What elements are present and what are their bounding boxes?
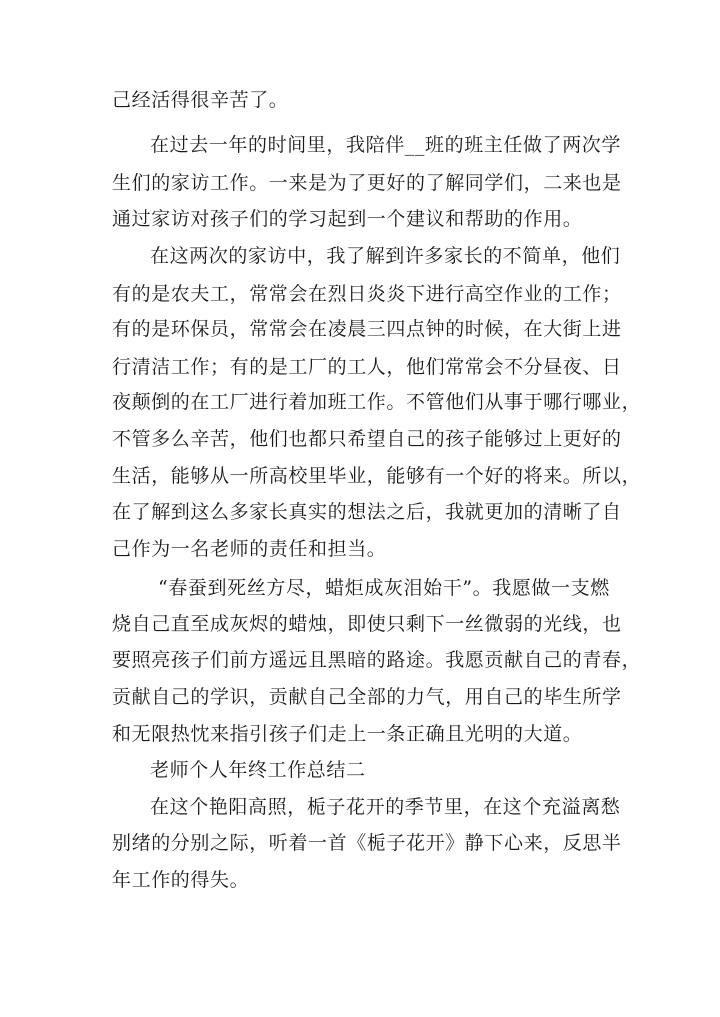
text-line-11: 生活，能够从一所高校里毕业，能够有一个好的将来。所以， xyxy=(112,465,642,487)
text-line-7: 有的是环保员，常常会在凌晨三四点钟的时候，在大街上进 xyxy=(112,318,622,340)
text-line-22: 年工作的得失。 xyxy=(112,869,250,891)
text-line-18: 和无限热忱来指引孩子们走上一条正确且光明的大道。 xyxy=(112,723,583,745)
text-line-1: 己经活得很辛苦了。 xyxy=(112,89,289,111)
text-line-4: 通过家访对孩子们的学习起到一个建议和帮助的作用。 xyxy=(112,208,583,230)
section-heading: 老师个人年终工作总结二 xyxy=(150,759,366,781)
text-line-2: 在过去一年的时间里，我陪伴__班的班主任做了两次学 xyxy=(150,134,622,156)
text-line-10: 不管多么辛苦，他们也都只希望自己的孩子能够过上更好的 xyxy=(112,428,622,450)
text-line-16: 要照亮孩子们前方遥远且黑暗的路途。我愿贡献自己的青春， xyxy=(112,649,642,671)
text-line-15: 烧自己直至成灰烬的蜡烛，即使只剩下一丝微弱的光线，也 xyxy=(112,613,622,635)
text-line-3: 生们的家访工作。一来是为了更好的了解同学们，二来也是 xyxy=(112,172,622,194)
text-line-8: 行清洁工作；有的是工厂的工人，他们常常会不分昼夜、日 xyxy=(112,356,622,378)
text-line-9: 夜颠倒的在工厂进行着加班工作。不管他们从事于哪行哪业， xyxy=(112,391,642,413)
text-line-6: 有的是农夫工，常常会在烈日炎炎下进行高空作业的工作； xyxy=(112,283,622,305)
text-line-13: 己作为一名老师的责任和担当。 xyxy=(112,538,387,560)
text-line-5: 在这两次的家访中，我了解到许多家长的不简单，他们 xyxy=(150,245,621,267)
text-line-12: 在了解到这么多家长真实的想法之后，我就更加的清晰了自 xyxy=(112,501,622,523)
text-line-21: 别绪的分别之际，听着一首《栀子花开》静下心来，反思半 xyxy=(112,832,622,854)
text-line-20: 在这个艳阳高照，栀子花开的季节里，在这个充溢离愁 xyxy=(150,796,621,818)
text-line-14: “春蚕到死丝方尽，蜡炬成灰泪始干”。我愿做一支燃 xyxy=(158,577,610,599)
text-line-17: 贡献自己的学识，贡献自己全部的力气，用自己的毕生所学 xyxy=(112,686,622,708)
